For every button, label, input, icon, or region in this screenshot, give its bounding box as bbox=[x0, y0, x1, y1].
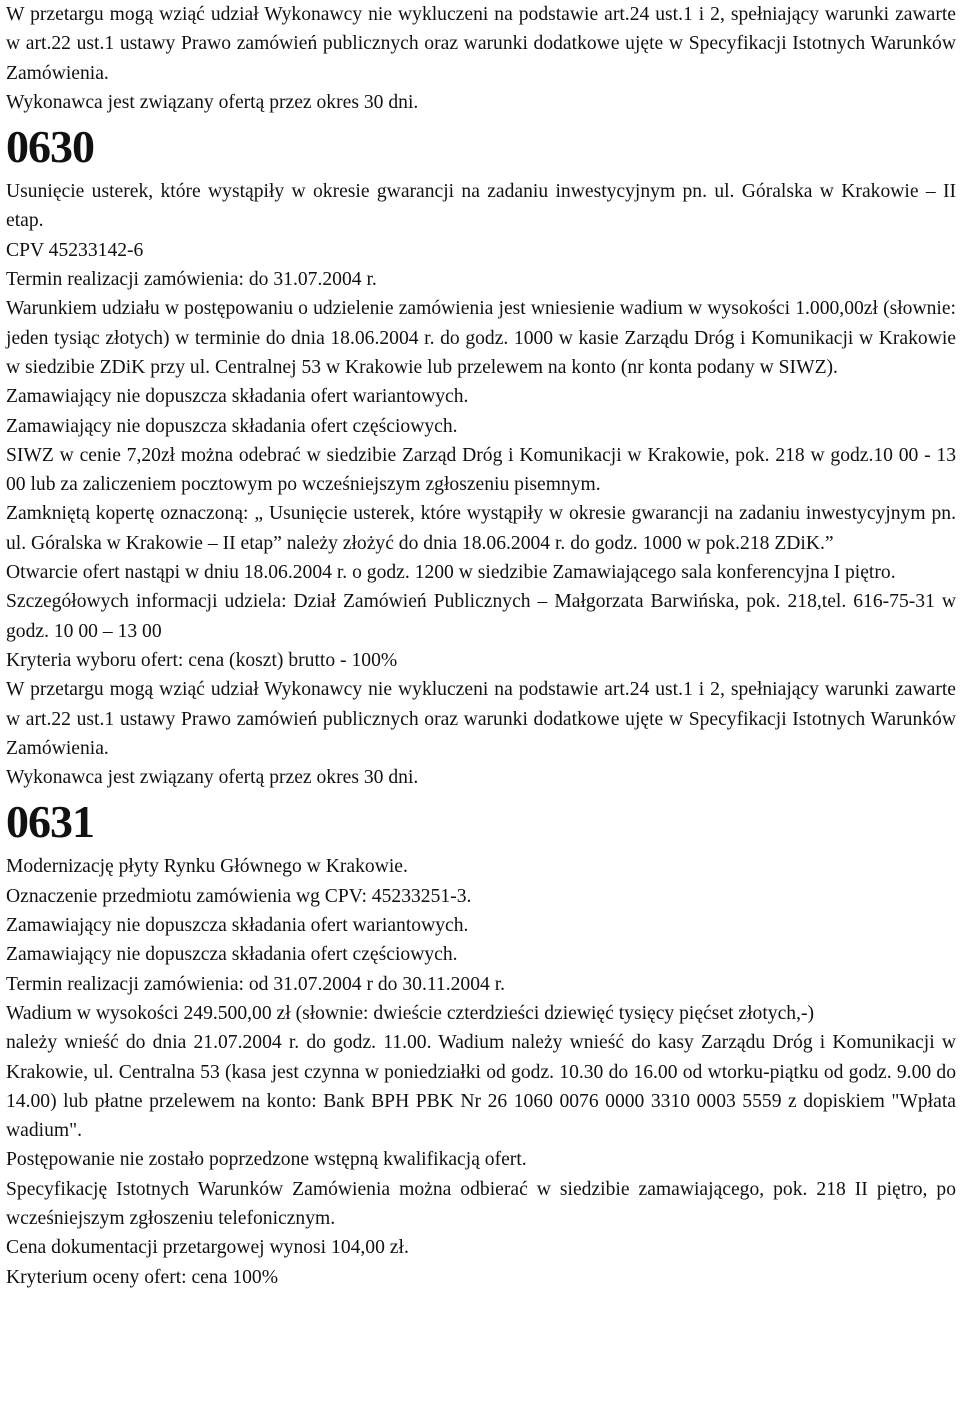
tender-0630-cpv: CPV 45233142-6 bbox=[6, 239, 144, 261]
tender-0630-eligibility: W przetargu mogą wziąć udział Wykonawcy nie wykluczeni na podstawie art.24 ust.1 i 2, spełniający warunki zawarte w art.22 ust.1 ustawy Prawo zamówień publicznych oraz warunki dodatkowe ujęte w Specyfikacji Istotnych Warunków Zamówienia. bbox=[6, 679, 956, 759]
tender-0631-cpv: Oznaczenie przedmiotu zamówienia wg CPV: 45233251-3. bbox=[6, 885, 472, 907]
tender-0630-criteria: Kryteria wyboru ofert: cena (koszt) brutto - 100% bbox=[6, 649, 398, 671]
tender-0631-no-prequalification: Postępowanie nie zostało poprzedzone wstępną kwalifikacją ofert. bbox=[6, 1149, 527, 1171]
intro-eligibility-paragraph: W przetargu mogą wziąć udział Wykonawcy nie wykluczeni na podstawie art.24 ust.1 i 2, spełniający warunki zawarte w art.22 ust.1 ustawy Prawo zamówień publicznych oraz warunki dodatkowe ujęte w Specyfikacji Istotnych Warunków Zamówienia. bbox=[6, 4, 956, 84]
tender-0631-no-variants: Zamawiający nie dopuszcza składania ofert wariantowych. bbox=[6, 915, 469, 937]
tender-0631-deposit-payment: należy wnieść do dnia 21.07.2004 r. do godz. 11.00. Wadium należy wnieść do kasy Zarządu Dróg i Komunikacji w Krakowie, ul. Centralna 53 (kasa jest czynna w poniedziałki od godz. 10.30 do 16.00 od wtorku-piątku od godz. 9.00 do 14.00) lub płatne przelewem na konto: Bank BPH PBK Nr 26 1060 0076 0000 3310 0003 5559 z dopiskiem "Wpłata wadium". bbox=[6, 1032, 956, 1142]
tender-0631-no-partial: Zamawiający nie dopuszcza składania ofert częściowych. bbox=[6, 944, 458, 966]
tender-0631-section bbox=[6, 792, 956, 1291]
tender-0630-subject: Usunięcie usterek, które wystąpiły w okresie gwarancji na zadaniu inwestycyjnym pn. ul. Góralska w Krakowie – II etap. bbox=[6, 181, 956, 232]
intro-offer-validity-paragraph: Wykonawca jest związany ofertą przez okres 30 dni. bbox=[6, 91, 419, 113]
tender-0630-envelope: Zamkniętą kopertę oznaczoną: „ Usunięcie usterek, które wystąpiły w okresie gwarancji na zadaniu inwestycyjnym pn. ul. Góralska w Krakowie – II etap” należy złożyć do dnia 18.06.2004 r. do godz. 1000 w pok.218 ZDiK.” bbox=[6, 503, 956, 554]
tender-0631-subject: Modernizację płyty Rynku Głównego w Krakowie. bbox=[6, 856, 408, 878]
tender-0630-no-partial: Zamawiający nie dopuszcza składania ofert częściowych. bbox=[6, 415, 458, 437]
tender-0631-criteria: Kryterium oceny ofert: cena 100% bbox=[6, 1266, 279, 1288]
tender-0630-section bbox=[6, 117, 956, 792]
tender-number-0631: 0631 bbox=[6, 796, 94, 848]
tender-0631-siwz: Specyfikację Istotnych Warunków Zamówienia można odbierać w siedzibie zamawiającego, pok. 218 II piętro, po wcześniejszym zgłoszeniu telefonicznym. bbox=[6, 1178, 956, 1229]
tender-0630-deadline: Termin realizacji zamówienia: do 31.07.2004 r. bbox=[6, 269, 377, 291]
tender-0630-deposit: Warunkiem udziału w postępowaniu o udzielenie zamówienia jest wniesienie wadium w wysokości 1.000,00zł (słownie: jeden tysiąc złotych) w terminie do dnia 18.06.2004 r. do godz. 1000 w kasie Zarządu Dróg i Komunikacji w Krakowie w siedzibie ZDiK przy ul. Centralnej 53 w Krakowie lub przelewem na konto (nr konta podany w SIWZ). bbox=[6, 298, 956, 378]
tender-0630-offer-validity: Wykonawca jest związany ofertą przez okres 30 dni. bbox=[6, 767, 419, 789]
tender-0630-siwz: SIWZ w cenie 7,20zł można odebrać w siedzibie Zarząd Dróg i Komunikacji w Krakowie, pok. 218 w godz.10 00 - 13 00 lub za zaliczeniem pocztowym po wcześniejszym zgłoszeniu pisemnym. bbox=[6, 444, 956, 496]
tender-0631-deposit-amount: Wadium w wysokości 249.500,00 zł (słownie: dwieście czterdzieści dziewięć tysięcy pięćset złotych,-) bbox=[6, 1002, 815, 1024]
tender-0630-no-variants: Zamawiający nie dopuszcza składania ofert wariantowych. bbox=[6, 386, 469, 408]
tender-number-0630: 0630 bbox=[6, 121, 94, 173]
tender-0630-opening: Otwarcie ofert nastąpi w dniu 18.06.2004 r. o godz. 1200 w siedzibie Zamawiającego sala konferencyjna I piętro. bbox=[6, 562, 896, 584]
tender-0630-contact: Szczegółowych informacji udziela: Dział Zamówień Publicznych – Małgorzata Barwińska, pok. 218,tel. 616-75-31 w godz. 10 00 – 13 00 bbox=[6, 591, 956, 642]
tender-0631-deadline: Termin realizacji zamówienia: od 31.07.2004 r do 30.11.2004 r. bbox=[6, 973, 506, 995]
tender-0631-documentation-price: Cena dokumentacji przetargowej wynosi 104,00 zł. bbox=[6, 1237, 409, 1259]
